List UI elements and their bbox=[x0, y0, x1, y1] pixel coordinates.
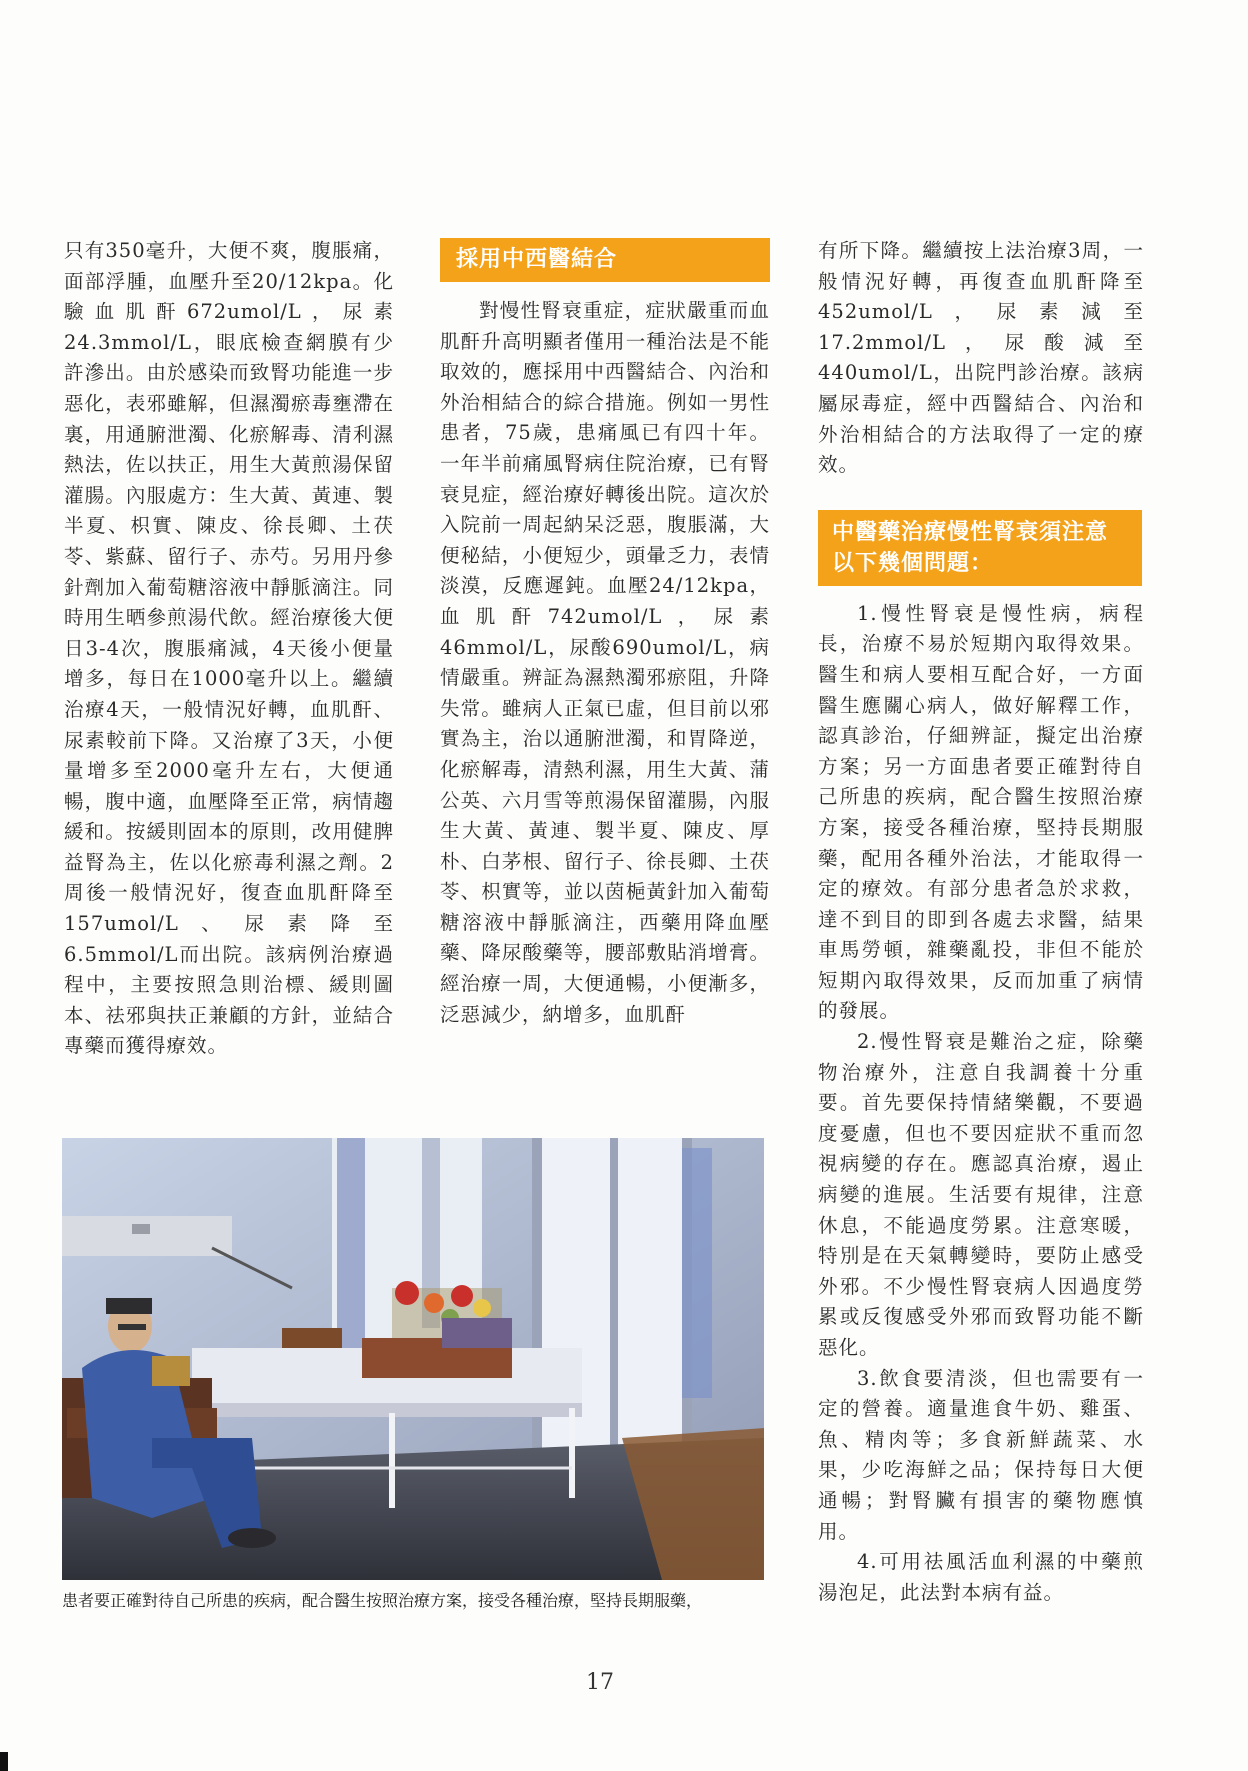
section-heading-integrated-treatment: 採用中西醫結合 bbox=[440, 238, 770, 282]
body-paragraph: 對慢性腎衰重症，症狀嚴重而血肌酐升高明顯者僅用一種治法是不能取效的，應採用中西醫結合、內治和外治相結合的綜合措施。例如一男性患者，75歲，患痛風已有四十年。一年半前痛風腎病住院治療，已有腎衰見症，經治療好轉後出院。這次於入院前一周起納呆泛惡，腹脹滿，大便秘結，小便短少，頭暈乏力，表情淡漠，反應遲鈍。血壓24/12kpa，血肌酐742umol/L，尿素46mmol/L，尿酸690umol/L，病情嚴重。辨証為濕熱濁邪瘀阻，升降失常。雖病人正氣已虛，但目前以邪實為主，治以通腑泄濁，和胃降逆，化瘀解毒，清熱利濕，用生大黃、蒲公英、六月雪等煎湯保留灌腸，內服生大黃、黃連、製半夏、陳皮、厚朴、白茅根、留行子、徐長卿、土茯苓、枳實等，並以茵梔黃針加入葡萄糖溶液中靜脈滴注，西藥用降血壓藥、降尿酸藥等，腰部敷貼消增膏。經治療一周，大便通暢，小便漸多，泛惡減少，納增多，血肌酐 bbox=[440, 299, 770, 1026]
article-column-1 bbox=[64, 236, 394, 1062]
article-column-2 bbox=[440, 296, 770, 1030]
list-item: 4.可用祛風活血利濕的中藥煎湯泡足，此法對本病有益。 bbox=[818, 1550, 1144, 1604]
body-paragraph: 只有350毫升，大便不爽，腹脹痛，面部浮腫，血壓升至20/12kpa。化驗血肌酐672umol/L，尿素24.3mmol/L，眼底檢查網膜有少許滲出。由於感染而致腎功能進一步惡化，表邪雖解，但濕濁瘀毒壅滯在裏，用通腑泄濁、化瘀解毒、清利濕熱法，佐以扶正，用生大黃煎湯保留灌腸。內服處方：生大黃、黃連、製半夏、枳實、陳皮、徐長卿、土茯苓、紫蘇、留行子、赤芍。另用丹參針劑加入葡萄糖溶液中靜脈滴注。同時用生晒參煎湯代飲。經治療後大便日3-4次，腹脹痛減，4天後小便量增多，每日在1000毫升以上。繼續治療4天，一般情況好轉，血肌酐、尿素較前下降。又治療了3天，小便量增多至2000毫升左右，大便通暢，腹中適，血壓降至正常，病情趨緩和。按緩則固本的原則，改用健脾益腎為主，佐以化瘀毒利濕之劑。2周後一般情況好，復查血肌酐降至157umol/L、尿素降至6.5mmol/L而出院。該病例治療過程中，主要按照急則治標、緩則圖本、祛邪與扶正兼顧的方針，並結合專藥而獲得療效。 bbox=[64, 239, 394, 1058]
photo-caption: 患者要正確對待自己所患的疾病，配合醫生按照治療方案，接受各種治療，堅持長期服藥， bbox=[62, 1591, 703, 1610]
body-paragraph: 有所下降。繼續按上法治療3周，一般情況好轉，再復查血肌酐降至452umol/L，尿素減至17.2mmol/L，尿酸減至440umol/L，出院門診治療。該病屬尿毒症，經中西醫結合、內治和外治相結合的方法取得了一定的療效。 bbox=[818, 239, 1144, 477]
hospital-room-photo bbox=[62, 1138, 764, 1580]
list-item: 3.飲食要清淡，但也需要有一定的營養。適量進食牛奶、雞蛋、魚、精肉等；多食新鮮蔬菜、水果，少吃海鮮之品；保持每日大便通暢；對腎臟有損害的藥物應慎用。 bbox=[818, 1366, 1144, 1543]
section-heading-precautions: 中醫藥治療慢性腎衰須注意以下幾個問題： bbox=[818, 510, 1142, 586]
list-item: 1.慢性腎衰是慢性病，病程長，治療不易於短期內取得效果。醫生和病人要相互配合好，一方面醫生應關心病人，做好解釋工作，認真診治，仔細辨証，擬定出治療方案；另一方面患者要正確對待自己所患的疾病，配合醫生按照治療方案，接受各種治療，堅持長期服藥，配用各種外治法，才能取得一定的療效。有部分患者急於求救，達不到目的即到各處去求醫，結果車馬勞頓，雜藥亂投，非但不能於短期內取得效果，反而加重了病情的發展。 bbox=[818, 601, 1144, 1023]
scan-edge-mark bbox=[0, 1752, 8, 1771]
article-column-3 bbox=[818, 236, 1144, 1608]
list-item: 2.慢性腎衰是難治之症，除藥物治療外，注意自我調養十分重要。首先要保持情緒樂觀，不要過度憂慮，但也不要因症狀不重而忽視病變的存在。應認真治療，遏止病變的進展。生活要有規律，注意休息，不能過度勞累。注意寒暖，特別是在天氣轉變時，要防止感受外邪。不少慢性腎衰病人因過度勞累或反復感受外邪而致腎功能不斷惡化。 bbox=[818, 1030, 1144, 1359]
page-number: 17 bbox=[586, 1670, 614, 1695]
